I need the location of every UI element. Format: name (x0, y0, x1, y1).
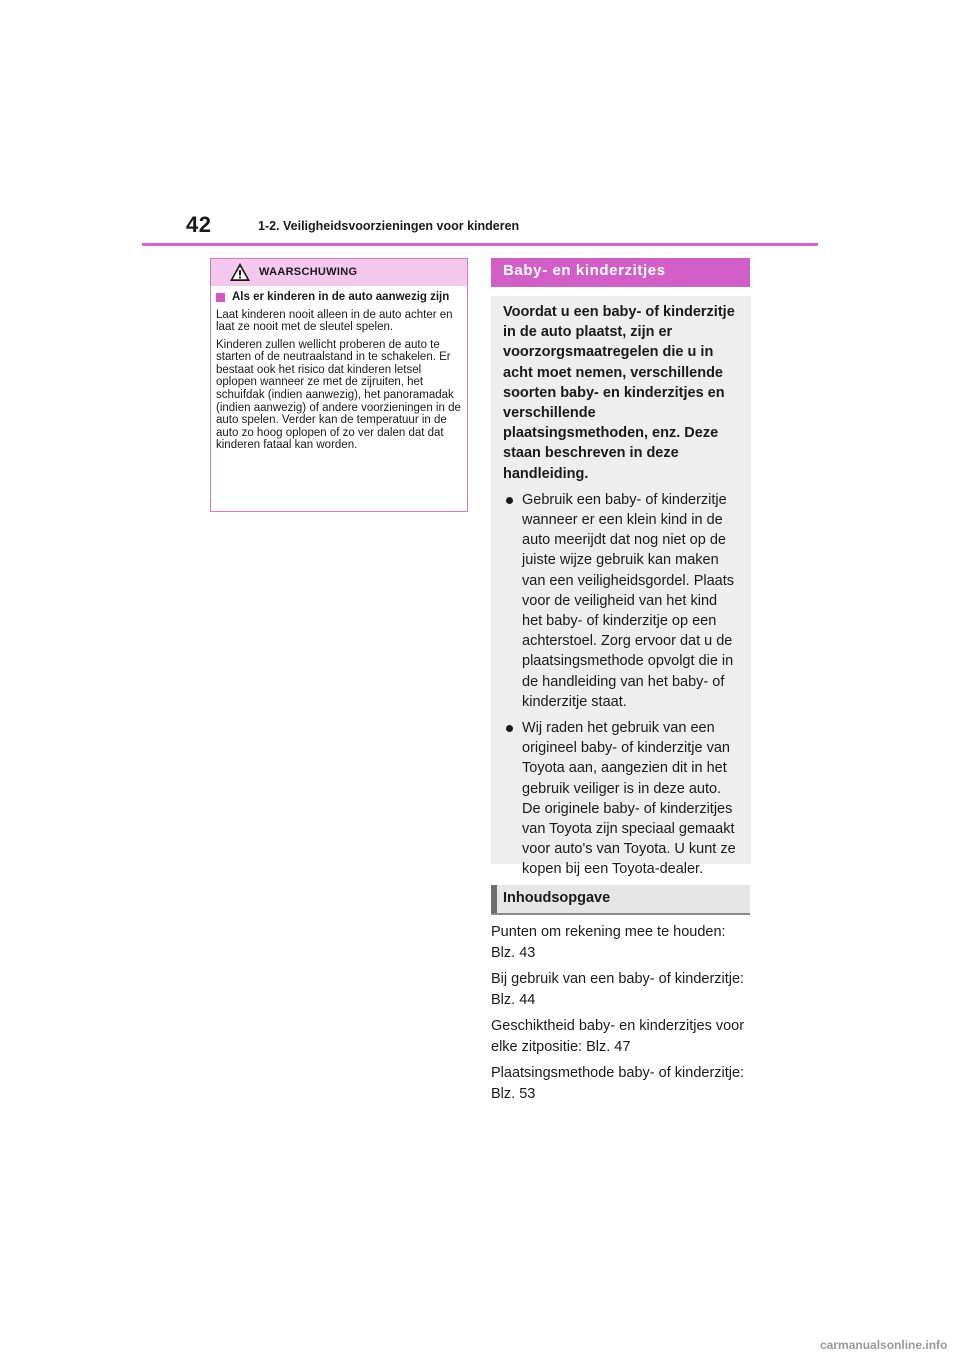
toc-header (491, 885, 750, 915)
bullet-dot-icon (506, 725, 513, 732)
warning-header (211, 259, 467, 286)
warning-title: WAARSCHUWING (259, 266, 358, 278)
square-bullet-icon (216, 293, 225, 302)
warning-triangle-icon (229, 262, 251, 282)
intro-text: Voordat u een baby- of kinderzitje in de auto plaatst, zijn er voorzorgsmaatregelen die u in acht moet nemen, verschillende soorten baby- en kinderzitjes en verschillende plaatsingsmethoden, enz. Deze staan beschreven in deze handleiding. (503, 304, 735, 482)
section-header: 1-2. Veiligheidsvoorzieningen voor kinderen (258, 219, 520, 233)
list-item-text: Wij raden het gebruik van een origineel baby- of kinderzitje van Toyota aan, aangezien dit in het gebruik veiliger is in deze auto. De originele baby- of kinderzitjes van Toyota zijn speciaal gemaakt voor auto's van Toyota. U kunt ze kopen bij een Toyota-dealer. (522, 720, 736, 878)
list-item (503, 490, 739, 712)
warning-subheading-text: Als er kinderen in de auto aanwezig zijn (232, 291, 450, 303)
toc-item[interactable]: Bij gebruik van een baby- of kinderzitje: Blz. 44 (491, 971, 745, 1008)
toc-item[interactable]: Geschiktheid baby- en kinderzitjes voor elke zitpositie: Blz. 47 (491, 1018, 745, 1055)
warning-body (211, 286, 467, 452)
warning-paragraph: Kinderen zullen wellicht proberen de auto te starten of de neutraalstand in te schakelen. Er bestaat ook het risico dat kinderen letsel oplopen wanneer ze met de zijruiten, het schuifdak (indien aanwezig), het panoramadak (indien aanwezig) of andere voorzieningen in de auto spelen. Verder kan de temperatuur in de auto zo hoog oplopen of zo ver dalen dat dat kinderen fataal kan worden. (216, 338, 461, 452)
toc-item[interactable]: Punten om rekening mee te houden: Blz. 43 (491, 924, 726, 961)
toc-item[interactable]: Plaatsingsmethode baby- of kinderzitje: Blz. 53 (491, 1065, 745, 1102)
footer-watermark: carmanualsonline.info (820, 1338, 948, 1352)
section-title: Baby- en kinderzitjes (491, 258, 750, 287)
page-number: 42 (186, 212, 212, 237)
warning-box (210, 258, 468, 512)
warning-subheading (216, 291, 461, 304)
list-item-text: Gebruik een baby- of kinderzitje wanneer er een klein kind in de auto meerijdt dat nog niet op de juiste wijze gebruik kan maken van een veiligheidsgordel. Plaats voor de veiligheid van het kind het baby- of kinderzitje op een achterstoel. Zorg ervoor dat u de plaatsingsmethode opvolgt die in de handleiding van het baby- of kinderzitje staat. (522, 491, 734, 710)
bullet-dot-icon (506, 497, 513, 504)
list-item (503, 718, 739, 880)
toc-accent-bar (491, 885, 497, 913)
header-rule (142, 243, 818, 246)
intro-panel (491, 296, 751, 878)
toc-list (491, 922, 753, 1110)
warning-paragraph: Laat kinderen nooit alleen in de auto achter en laat ze nooit met de sleutel spelen. (216, 308, 453, 334)
toc-title: Inhoudsopgave (503, 890, 611, 906)
